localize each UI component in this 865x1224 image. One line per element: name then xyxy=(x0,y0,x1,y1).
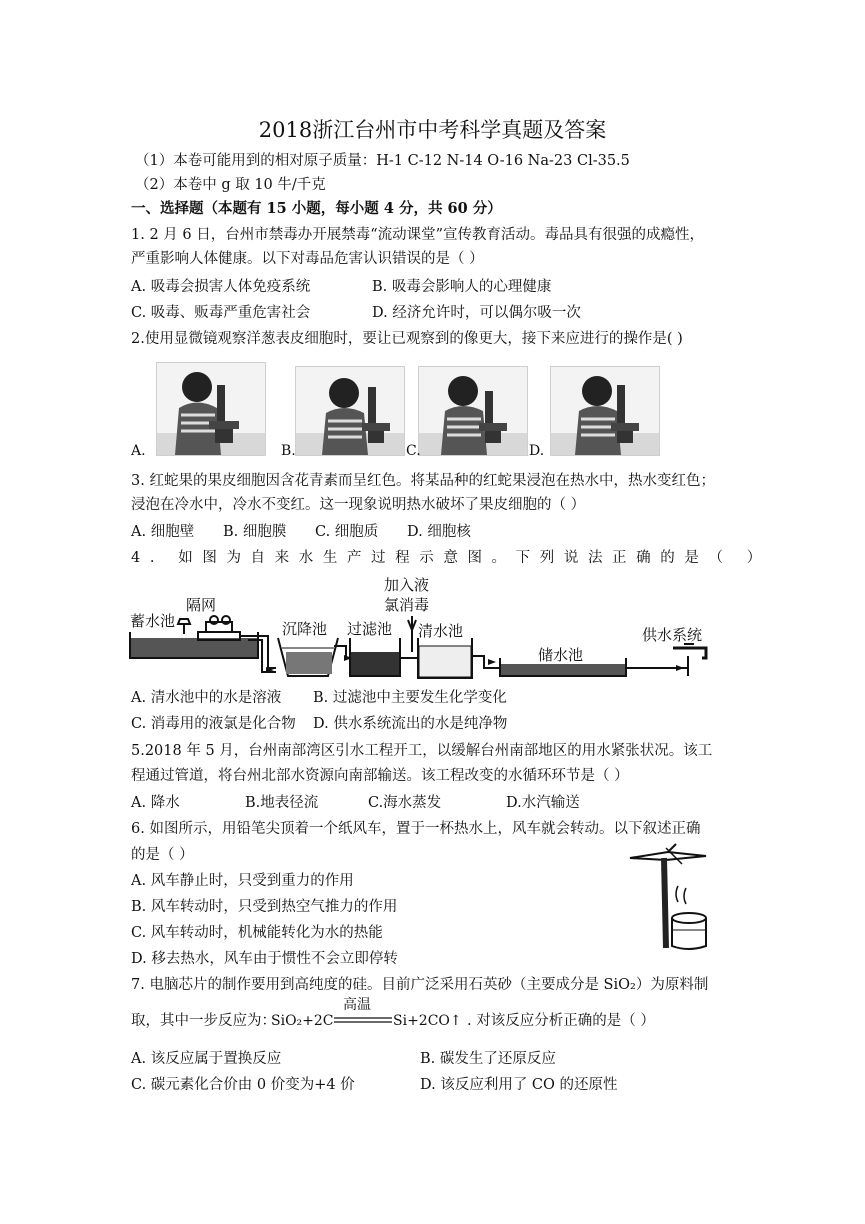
q5-line1: 5.2018 年 5 月，台州南部湾区引水工程开工，以缓解台州南部地区的用水紧张状况。该工 xyxy=(131,743,713,759)
q2-label-d: D. xyxy=(529,443,545,459)
q3-line2: 浸泡在冷水中，冷水不变红。这一现象说明热水破坏了果皮细胞的（ ） xyxy=(131,497,586,513)
q7-equal-sign xyxy=(334,1016,392,1024)
q6-option-a: A. 风车静止时，只受到重力的作用 xyxy=(131,873,354,889)
label-reserve: 储水池 xyxy=(538,646,584,664)
microscope-photo-b xyxy=(295,366,405,456)
label-supply: 供水系统 xyxy=(642,626,703,644)
q3-option-d: D. 细胞核 xyxy=(407,524,471,540)
q5-option-d: D.水汽输送 xyxy=(506,795,580,811)
q5-line2: 程通过管道，将台州北部水资源向南部输送。该工程改变的水循环环节是（ ） xyxy=(131,768,629,784)
q4-option-c: C. 消毒用的液氯是化合物 xyxy=(131,716,296,732)
q2-label-c: C. xyxy=(406,443,421,459)
q5-option-a: A. 降水 xyxy=(131,795,180,811)
q3-option-a: A. 细胞壁 xyxy=(131,524,195,540)
label-settle: 沉降池 xyxy=(282,620,328,638)
label-filter: 过滤池 xyxy=(347,620,393,638)
q7-line1: 7. 电脑芯片的制作要用到高纯度的硅。目前广泛采用石英砂（主要成分是 SiO₂）为原料制 xyxy=(131,977,709,993)
q7-option-a: A. 该反应属于置换反应 xyxy=(131,1051,282,1067)
q6-line1: 6. 如图所示，用铅笔尖顶着一个纸风车，置于一杯热水上，风车就会转动。以下叙述正确 xyxy=(131,821,701,837)
q7-eq-left: SiO₂+2C xyxy=(271,1013,334,1029)
q7-eq-right: Si+2CO↑ xyxy=(393,1013,462,1029)
q1-line1: 1. 2 月 6 日，台州市禁毒办开展禁毒“流动课堂”宣传教育活动。毒品具有很强的成瘾性， xyxy=(131,227,705,243)
q5-option-b: B.地表径流 xyxy=(245,795,319,811)
q3-line1: 3. 红蛇果的果皮细胞因含花青素而呈红色。将某品种的红蛇果浸泡在热水中，热水变红色； xyxy=(131,473,715,489)
note-2: （2）本卷中 g 取 10 牛/千克 xyxy=(135,177,326,193)
q5-option-c: C.海水蒸发 xyxy=(368,795,442,811)
q1-option-a: A. 吸毒会损害人体免疫系统 xyxy=(131,279,311,295)
q6-option-d: D. 移去热水，风车由于惯性不会立即停转 xyxy=(131,951,398,967)
pinwheel-figure xyxy=(626,842,726,954)
q4-option-b: B. 过滤池中主要发生化学变化 xyxy=(313,690,507,706)
section-heading: 一、选择题（本题有 15 小题，每小题 4 分，共 60 分） xyxy=(131,200,502,217)
q4-option-d: D. 供水系统流出的水是纯净物 xyxy=(313,716,508,732)
q6-option-b: B. 风车转动时，只受到热空气推力的作用 xyxy=(131,899,398,915)
q3-option-c: C. 细胞质 xyxy=(315,524,379,540)
q4-option-a: A. 清水池中的水是溶液 xyxy=(131,690,282,706)
q1-option-d: D. 经济允许时，可以偶尔吸一次 xyxy=(372,305,581,321)
q7-condition: 高温 xyxy=(343,997,371,1013)
q2-label-b: B. xyxy=(281,443,296,459)
q7-option-d: D. 该反应利用了 CO 的还原性 xyxy=(420,1077,618,1093)
microscope-photo-c xyxy=(418,366,528,456)
q7-post: . 对该反应分析正确的是（ ） xyxy=(467,1013,655,1029)
q7-pre: 取，其中一步反应为： xyxy=(131,1013,276,1029)
q7-option-b: B. 碳发生了还原反应 xyxy=(420,1051,556,1067)
q6-line2: 的是（ ） xyxy=(131,847,194,863)
q4-line1: 4. 如图为自来水生产过程示意图。下列说法正确的是（ ） xyxy=(131,550,771,566)
q1-option-b: B. 吸毒会影响人的心理健康 xyxy=(372,279,552,295)
q1-option-c: C. 吸毒、贩毒严重危害社会 xyxy=(131,305,311,321)
microscope-photo-d xyxy=(550,366,660,456)
label-storage: 蓄水池 xyxy=(130,612,176,630)
q2-label-a: A. xyxy=(131,443,146,459)
microscope-photo-a xyxy=(156,362,266,456)
q7-option-c: C. 碳元素化合价由 0 价变为+4 价 xyxy=(131,1077,355,1093)
label-screen: 隔网 xyxy=(186,596,217,614)
q3-option-b: B. 细胞膜 xyxy=(223,524,287,540)
page-title: 2018浙江台州市中考科学真题及答案 xyxy=(258,118,607,142)
q1-line2: 严重影响人体健康。以下对毒品危害认识错误的是（ ） xyxy=(131,251,484,267)
label-clear: 清水池 xyxy=(418,622,464,640)
q6-option-c: C. 风车转动时，机械能转化为水的热能 xyxy=(131,925,383,941)
q2-text: 2.使用显微镜观察洋葱表皮细胞时，要让已观察到的像更大，接下来应进行的操作是( ) xyxy=(131,331,683,347)
label-add2: 氯消毒 xyxy=(384,596,430,614)
note-1: （1）本卷可能用到的相对原子质量：H-1 C-12 N-14 O-16 Na-23 Cl-35.5 xyxy=(135,153,630,169)
label-add1: 加入液 xyxy=(384,576,430,594)
